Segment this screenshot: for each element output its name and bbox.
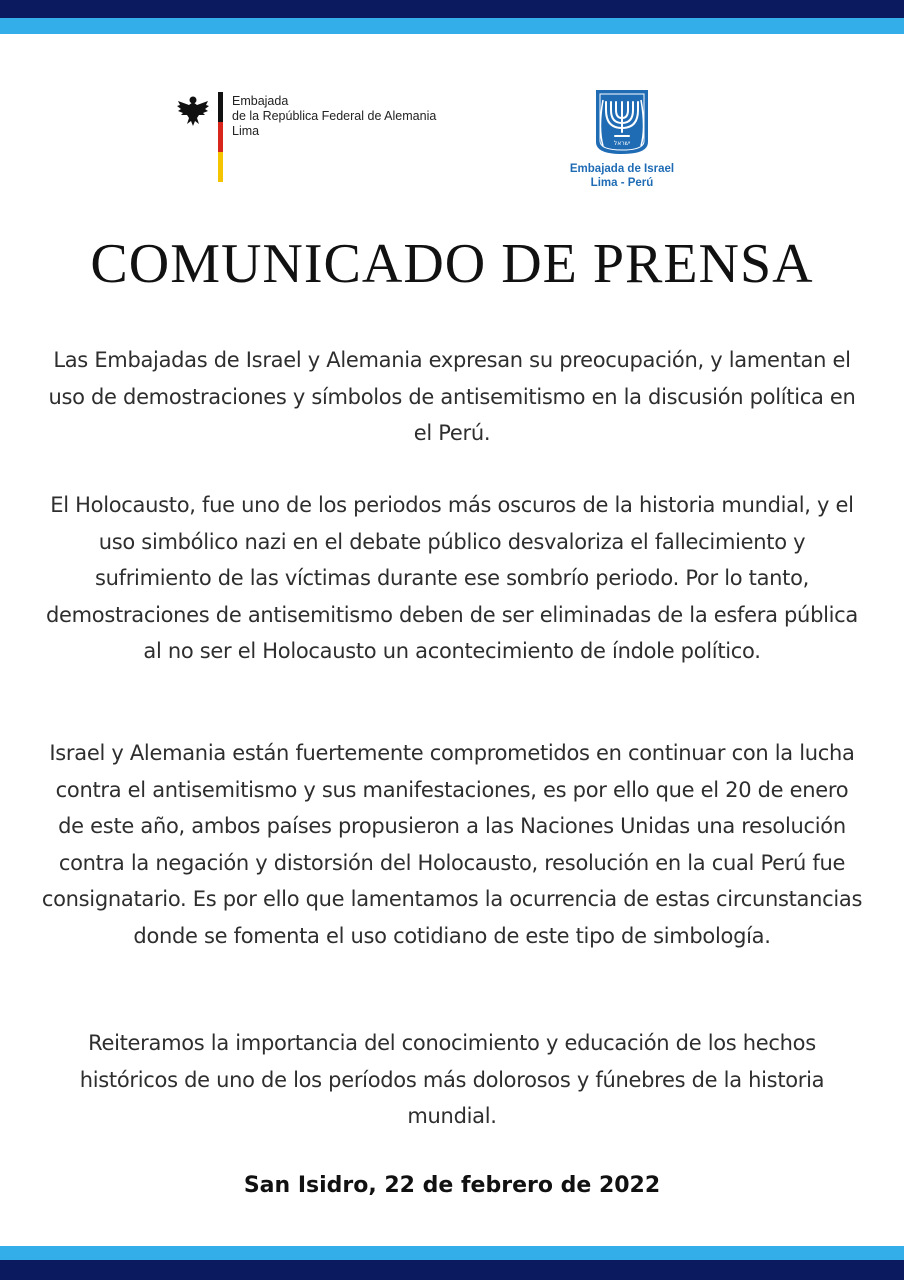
- israel-embassy-logo: [560, 88, 684, 198]
- bottom-band-dark: [0, 1260, 904, 1280]
- top-band-light: [0, 18, 904, 34]
- paragraph-4: Reiteramos la importancia del conocimiento y educación de los hechos históricos de uno de los períodos más dolorosos y fúnebres de la historia mundial.: [79, 1031, 825, 1128]
- bottom-band-light: [0, 1246, 904, 1260]
- date-line: San Isidro, 22 de febrero de 2022: [243, 1173, 661, 1198]
- germany-embassy-text: [232, 94, 436, 139]
- emblem-hebrew-text: ישראל: [613, 140, 631, 147]
- top-band-dark: [0, 0, 904, 18]
- israel-embassy-text: [560, 162, 684, 190]
- page-title: COMUNICADO DE PRENSA: [90, 233, 814, 295]
- germany-embassy-logo: [176, 90, 496, 185]
- germany-line-2: de la República Federal de Alemania: [232, 109, 437, 123]
- germany-line-3: Lima: [232, 124, 260, 138]
- israel-line-2: Lima - Perú: [590, 177, 654, 189]
- menorah-emblem-icon: [594, 88, 650, 156]
- paragraph-1: Las Embajadas de Israel y Alemania expresan su preocupación, y lamentan el uso de demostraciones y símbolos de antisemitismo en la discusión política en el Perú.: [48, 348, 856, 445]
- germany-line-1: Embajada: [232, 94, 289, 108]
- paragraph-3: Israel y Alemania están fuertemente comprometidos en continuar con la lucha contra el antisemitismo y sus manifestaciones, es por ello que el 20 de enero de este año, ambos países propusieron a las Naciones Unidas una resolución contra la negación y distorsión del Holocausto, resolución en la cual Perú fue consignatario. Es por ello que lamentamos la ocurrencia de estas circunstancias donde se fomenta el uso cotidiano de este tipo de simbología.: [41, 741, 863, 948]
- israel-line-1: Embajada de Israel: [569, 163, 675, 175]
- german-flag-stripe: [218, 92, 223, 182]
- federal-eagle-icon: [176, 94, 210, 128]
- paragraph-2: El Holocausto, fue uno de los periodos más oscuros de la historia mundial, y el uso simbólico nazi en el debate público desvaloriza el fallecimiento y sufrimiento de las víctimas durante ese sombrío periodo. Por lo tanto, demostraciones de antisemitismo deben de ser eliminadas de la esfera pública al no ser el Holocausto un acontecimiento de índole político.: [46, 493, 858, 663]
